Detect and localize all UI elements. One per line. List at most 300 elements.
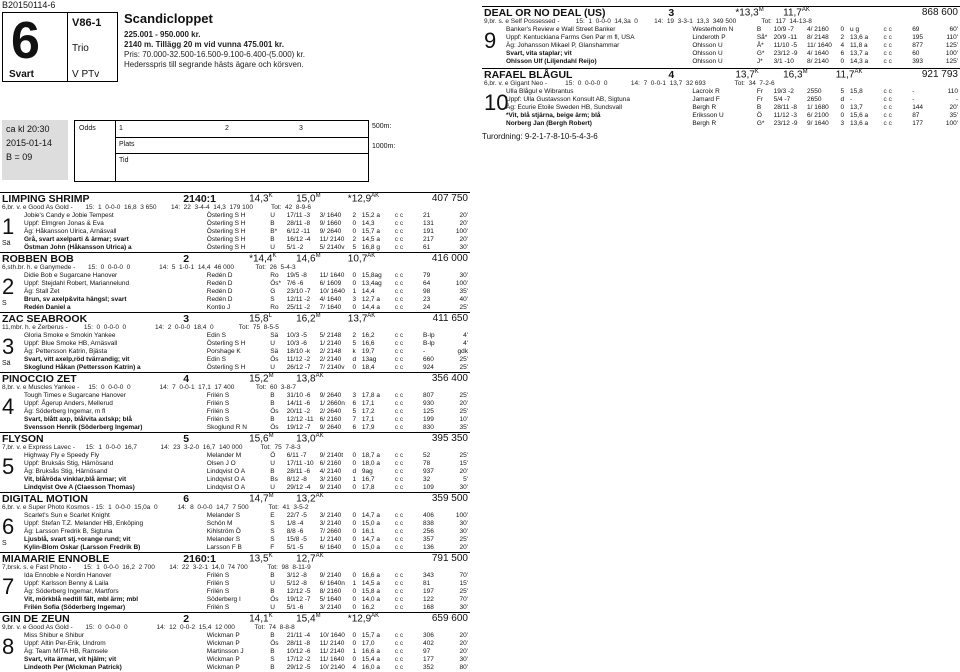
form-prize: 20' bbox=[459, 212, 468, 219]
form-line bbox=[0, 280, 470, 288]
form-date: 3/1 -10 bbox=[773, 58, 794, 65]
form-date: 20/11 -2 bbox=[286, 408, 311, 415]
form-place: 6 bbox=[840, 50, 845, 57]
form-km: 14,7 a bbox=[361, 512, 380, 519]
form-trainer: Österling S H bbox=[206, 236, 246, 243]
form-odds: 109 bbox=[423, 484, 434, 491]
horse-record-suffix: M bbox=[315, 313, 321, 319]
form-line-text: Äg: Team MITA HB, Ramsele bbox=[24, 648, 108, 655]
form-km: 17,1 bbox=[361, 400, 375, 407]
odds-tid-label: Tid bbox=[119, 157, 129, 164]
form-km: 15,7 a bbox=[361, 228, 380, 235]
shoe-icon: c c bbox=[394, 228, 404, 235]
form-trainer: Österling S H bbox=[206, 220, 246, 227]
form-track: S bbox=[270, 296, 275, 303]
horse-record-time: 15,0 bbox=[296, 193, 316, 205]
form-line-text: Didie Bob e Sugarcane Hanover bbox=[24, 272, 118, 279]
horse-earnings: 395 350 bbox=[431, 433, 468, 444]
form-place: 0 bbox=[352, 364, 357, 371]
form-odds: 937 bbox=[423, 468, 434, 475]
shoe-icon: c c bbox=[394, 656, 404, 663]
horse-record bbox=[296, 253, 320, 264]
form-line bbox=[0, 572, 470, 580]
horse-header bbox=[0, 312, 470, 324]
form-trainer: Larsson F B bbox=[206, 544, 242, 551]
form-track: B bbox=[756, 26, 762, 33]
form-track: B bbox=[270, 392, 275, 399]
form-odds: 357 bbox=[423, 536, 434, 543]
horse-record-suffix: AK bbox=[315, 553, 324, 559]
form-odds: 122 bbox=[423, 596, 434, 603]
form-track: B bbox=[270, 236, 275, 243]
form-line bbox=[0, 596, 470, 604]
form-date: 3/12 -8 bbox=[286, 572, 307, 579]
horse-post: 6 bbox=[183, 493, 190, 505]
form-trainer: Wickman P bbox=[206, 632, 240, 639]
form-km: 13,6 a bbox=[850, 120, 869, 127]
form-track: B bbox=[270, 416, 275, 423]
form-km: 14,4 a bbox=[361, 304, 380, 311]
form-line bbox=[0, 228, 470, 236]
form-odds: 125 bbox=[423, 408, 434, 415]
form-prize: 125' bbox=[945, 58, 958, 65]
form-line-text: Redén Daniel a bbox=[24, 304, 71, 311]
form-date: 8/8 -6 bbox=[286, 528, 304, 535]
form-date: 25/11 -2 bbox=[286, 304, 311, 311]
horse-record-suffix: L bbox=[268, 313, 272, 319]
horse-record-suffix: AK bbox=[315, 373, 324, 379]
form-place: 0 bbox=[352, 572, 357, 579]
horse-earnings: 407 750 bbox=[431, 193, 468, 204]
form-track: Ös bbox=[270, 408, 279, 415]
form-line-text: Highway Fly e Speedy Fly bbox=[24, 452, 100, 459]
form-date: 6/12 -11 bbox=[286, 228, 311, 235]
form-track: U bbox=[270, 580, 275, 587]
form-date: 5/4 -7 bbox=[773, 96, 791, 103]
horse-record-suffix: AK bbox=[371, 193, 380, 199]
form-prize: 35' bbox=[949, 112, 958, 119]
form-trainer: Österling S H bbox=[206, 244, 246, 251]
form-track: B bbox=[270, 220, 275, 227]
horse-record bbox=[348, 193, 379, 204]
shoe-icon: c c bbox=[394, 596, 404, 603]
form-line-text: Scarlet's Sun e Scarlet Knight bbox=[24, 512, 110, 519]
form-odds: 81 bbox=[423, 580, 431, 587]
horse-record bbox=[249, 613, 272, 624]
horse-info: 7,br. v. e Express Lavec - 15: 1 0-0-0 16,7 14: 23 3-2-0 16,7 140 000 Tot: 75 7-8-3 bbox=[2, 444, 301, 451]
form-place: k bbox=[352, 348, 356, 355]
form-odds: B-lp bbox=[423, 332, 435, 339]
form-line bbox=[0, 664, 470, 672]
doc-code: B20150114-6 bbox=[2, 0, 56, 10]
form-date: 17/11 -10 bbox=[286, 460, 314, 467]
horse-entry bbox=[0, 312, 470, 372]
form-km: 15,8ag bbox=[361, 272, 382, 279]
form-km: 13,6 a bbox=[850, 34, 869, 41]
form-race: 3/ 2140 bbox=[319, 520, 342, 527]
race-vptv: V PTv bbox=[72, 69, 100, 80]
form-km: 12,7 a bbox=[361, 296, 380, 303]
shoe-icon: c c bbox=[394, 212, 404, 219]
form-km: u g bbox=[850, 26, 860, 33]
form-km: 19,7 bbox=[361, 348, 375, 355]
form-line bbox=[0, 648, 470, 656]
form-prize: - bbox=[955, 96, 958, 103]
form-place: 0 bbox=[352, 596, 357, 603]
form-place: 7 bbox=[352, 416, 357, 423]
form-date: 19/12 -7 bbox=[286, 596, 311, 603]
form-prize: 80' bbox=[459, 664, 468, 671]
horse-record bbox=[348, 253, 375, 264]
form-date: 15/8 -5 bbox=[286, 536, 307, 543]
form-odds: 168 bbox=[423, 604, 434, 611]
shoe-icon: c c bbox=[883, 96, 892, 103]
form-race: 4/ 2140 bbox=[319, 468, 342, 475]
form-line bbox=[0, 468, 470, 476]
shoe-icon: c c bbox=[394, 528, 404, 535]
form-trainer: Melander M bbox=[206, 452, 242, 459]
form-race: 9/ 2640 bbox=[319, 392, 342, 399]
horse-entry bbox=[482, 6, 960, 66]
form-track: U bbox=[270, 604, 275, 611]
form-line bbox=[482, 112, 960, 120]
race-number: 6 bbox=[11, 12, 40, 70]
horse-record-time: 13,7 bbox=[347, 313, 368, 325]
form-place: 0 bbox=[840, 104, 845, 111]
form-race: 11/ 1640 bbox=[807, 42, 832, 49]
form-prize: gdk bbox=[457, 348, 468, 355]
form-place: 0 bbox=[352, 528, 357, 535]
form-prize: 20' bbox=[459, 632, 468, 639]
form-prize: 30' bbox=[459, 520, 468, 527]
form-trainer: Frilén S bbox=[206, 416, 230, 423]
horse-record-suffix: K bbox=[754, 69, 759, 75]
shoe-icon: c c bbox=[394, 520, 404, 527]
horse-record-time: 14,6 bbox=[296, 253, 316, 265]
form-track: B bbox=[270, 664, 275, 671]
form-prize: 10' bbox=[459, 416, 468, 423]
form-trainer: Frilén S bbox=[206, 392, 230, 399]
form-line-text: Vit, blå/röda vinklar,blå ärmar; vit bbox=[24, 476, 127, 483]
form-place: 0 bbox=[352, 544, 357, 551]
form-race: 11/ 1640 bbox=[319, 656, 345, 663]
shoe-icon: c c bbox=[394, 392, 404, 399]
form-track: B bbox=[756, 104, 762, 111]
form-trainer: Frilén S bbox=[206, 400, 230, 407]
form-line bbox=[0, 632, 470, 640]
form-odds: B-lp bbox=[423, 340, 435, 347]
shoe-icon: c c bbox=[394, 424, 404, 431]
horse-record-suffix: M bbox=[268, 373, 274, 379]
form-prize: 25' bbox=[459, 304, 468, 311]
form-race: 6/ 1609 bbox=[319, 280, 342, 287]
form-line-text: Äg: Johansson Mikael P, Glanshammar bbox=[506, 42, 620, 49]
form-km: 14,0 a bbox=[361, 596, 380, 603]
horse-record bbox=[783, 7, 810, 18]
form-line bbox=[482, 96, 960, 104]
form-line bbox=[0, 588, 470, 596]
horse-name: LIMPING SHRIMP bbox=[2, 193, 90, 205]
form-odds: 191 bbox=[423, 228, 434, 235]
form-prize: 40' bbox=[459, 296, 468, 303]
race-svart: Svart bbox=[9, 69, 35, 80]
horse-post: 4 bbox=[183, 373, 190, 385]
form-line-text: Äg: Ecurie Etoile Sweden HB, Sundsvall bbox=[506, 104, 622, 111]
form-prize: 30' bbox=[459, 656, 468, 663]
form-km: 16,7 bbox=[361, 476, 375, 483]
form-km: 18,4 bbox=[361, 364, 375, 371]
horse-info: 9,br. v. e Good As Gold - 15: 0 0-0-0 0 14: 12 0-0-2 15,4 12 000 Tot: 74 8-8-8 bbox=[2, 624, 295, 631]
form-line-text: Östman John (Håkansson Ulrica) a bbox=[24, 244, 132, 251]
form-place: 0 bbox=[352, 536, 357, 543]
form-race: 7/ 1640 bbox=[319, 304, 342, 311]
horse-record-suffix: M bbox=[268, 433, 274, 439]
form-odds: 195 bbox=[912, 34, 924, 41]
form-track: G bbox=[270, 288, 276, 295]
horse-start-number: 1 bbox=[2, 214, 15, 239]
form-line bbox=[482, 120, 960, 128]
form-trainer: Wickman P bbox=[206, 656, 240, 663]
form-trainer: Edin S bbox=[206, 356, 226, 363]
horse-record-time: 14,7 bbox=[249, 493, 269, 505]
form-line bbox=[0, 340, 470, 348]
form-odds: 406 bbox=[423, 512, 434, 519]
shoe-icon: c c bbox=[883, 58, 892, 65]
horse-record-time: *12,9 bbox=[347, 193, 372, 205]
horse-status: Sä bbox=[2, 360, 11, 367]
form-line-text: Äg: Larsson Fredrik B, Sigtuna bbox=[24, 528, 113, 535]
horse-record bbox=[296, 613, 320, 624]
form-prize: 25' bbox=[459, 536, 468, 543]
form-trainer: Linderoth P bbox=[692, 34, 726, 41]
form-trainer: Melander S bbox=[206, 512, 241, 519]
shoe-icon: c c bbox=[883, 104, 892, 111]
form-odds: 306 bbox=[423, 632, 434, 639]
form-km: 17,0 bbox=[361, 640, 375, 647]
form-race: 6/ 1640n bbox=[319, 580, 345, 587]
form-date: 28/11 -8 bbox=[773, 104, 797, 111]
form-km: 16,6 a bbox=[361, 572, 380, 579]
form-odds: 69 bbox=[912, 26, 920, 33]
form-km: 13,7 bbox=[850, 104, 863, 111]
shoe-icon: c c bbox=[394, 408, 404, 415]
form-line bbox=[0, 392, 470, 400]
form-line bbox=[0, 304, 470, 312]
form-line bbox=[482, 50, 960, 58]
horse-record bbox=[249, 373, 273, 384]
form-track: U bbox=[270, 244, 275, 251]
form-prize: 35' bbox=[459, 424, 468, 431]
form-line-text: Skoglund Håkan (Pettersson Katrin) a bbox=[24, 364, 141, 371]
form-line bbox=[0, 348, 470, 356]
form-trainer: Lacroix R bbox=[692, 88, 720, 95]
form-place: 0 bbox=[352, 228, 357, 235]
horse-record-time: *13,3 bbox=[735, 7, 759, 19]
form-odds: 177 bbox=[423, 656, 434, 663]
horse-header bbox=[0, 372, 470, 384]
form-trainer: Frilén S bbox=[206, 588, 230, 595]
form-place: 0 bbox=[352, 656, 357, 663]
horse-status: S bbox=[2, 300, 7, 307]
form-date: 12/12 -11 bbox=[286, 416, 314, 423]
turordning: Turordning: 9-2-1-7-8-10-5-4-3-6 bbox=[482, 132, 598, 141]
form-km: 16,2 bbox=[361, 604, 375, 611]
form-odds: 64 bbox=[423, 280, 431, 287]
form-km: 16,2 bbox=[361, 332, 375, 339]
form-track: U bbox=[270, 340, 275, 347]
form-race: 6/ 2100 bbox=[807, 112, 829, 119]
horse-record bbox=[296, 433, 323, 444]
form-km: 14,5 a bbox=[361, 580, 380, 587]
form-date: 10/12 -6 bbox=[286, 648, 311, 655]
horse-record-time: 13,8 bbox=[296, 373, 316, 385]
form-odds: 393 bbox=[912, 58, 924, 65]
race-date: 2015-01-14 bbox=[6, 138, 53, 148]
form-race: 9/ 2640 bbox=[319, 228, 342, 235]
horse-entry bbox=[0, 372, 470, 432]
shoe-icon: c c bbox=[394, 236, 404, 243]
horse-record bbox=[249, 553, 272, 564]
form-prize: 25' bbox=[459, 452, 468, 459]
horse-entry bbox=[0, 612, 470, 672]
horse-record-time: 16,3 bbox=[783, 69, 803, 81]
horse-record-suffix: AK bbox=[315, 433, 324, 439]
form-odds: 61 bbox=[423, 244, 431, 251]
form-date: 28/11 -8 bbox=[286, 640, 311, 647]
shoe-icon: c c bbox=[394, 288, 404, 295]
form-line-text: Lindqvist Ove A (Claesson Thomas) bbox=[24, 484, 135, 491]
form-odds: - bbox=[912, 88, 915, 95]
form-track: Ös bbox=[270, 424, 279, 431]
form-date: 19/12 -7 bbox=[286, 424, 311, 431]
horse-record bbox=[249, 433, 273, 444]
form-line-text: Kylin-Blom Oskar (Larsson Fredrik B) bbox=[24, 544, 141, 551]
horse-header bbox=[0, 432, 470, 444]
form-km: 14,3 a bbox=[850, 58, 869, 65]
horse-post: 2 bbox=[183, 253, 190, 265]
shoe-icon: c c bbox=[394, 340, 404, 347]
form-race: 11/ 2140 bbox=[319, 648, 345, 655]
form-prize: 30' bbox=[459, 604, 468, 611]
form-date: 23/12 -9 bbox=[773, 50, 798, 57]
race-line: Pris: 70.000-32.500-16.500-9.100-6.400-(5.000) kr. bbox=[124, 50, 306, 59]
form-date: 10/9 -7 bbox=[773, 26, 794, 33]
form-prize: 25' bbox=[459, 356, 468, 363]
shoe-icon: c c bbox=[394, 664, 404, 671]
form-line-text: Jobie's Candy e Jobie Tempest bbox=[24, 212, 114, 219]
form-km: 17,8 bbox=[361, 484, 375, 491]
odds-col-divider bbox=[115, 121, 116, 181]
form-place: 6 bbox=[352, 424, 357, 431]
form-track: Bs bbox=[270, 476, 278, 483]
horse-record-time: 12,7 bbox=[296, 553, 316, 565]
form-track: F bbox=[270, 544, 275, 551]
form-prize: 20' bbox=[459, 640, 468, 647]
shoe-icon: c c bbox=[394, 304, 404, 311]
race-line: 2140 m. Tillägg 20 m vid vunna 475.001 kr. bbox=[124, 40, 284, 49]
form-line bbox=[0, 656, 470, 664]
form-odds: 79 bbox=[423, 272, 431, 279]
horse-name: FLYSON bbox=[2, 433, 44, 445]
form-race: 1/ 1680 bbox=[807, 104, 829, 111]
horse-post: 2 bbox=[183, 613, 190, 625]
form-place: 0 bbox=[352, 640, 357, 647]
form-line-text: *Vit, blå stjärna, beige ärm; blå bbox=[506, 112, 601, 119]
horse-record bbox=[249, 493, 273, 504]
form-place: 3 bbox=[352, 296, 357, 303]
form-trainer: Ohlsson U bbox=[692, 58, 723, 65]
form-prize: 20' bbox=[459, 648, 468, 655]
form-trainer: Jamard F bbox=[692, 96, 720, 103]
horse-header bbox=[0, 252, 470, 264]
horse-info: 9,br. s. e Self Possessed - 15: 1 0-0-0 14,3a 0 14: 19 3-3-1 13,3 349 500 Tot: 117 14-13-8 bbox=[484, 18, 812, 25]
form-date: 19/5 -8 bbox=[286, 272, 307, 279]
form-line bbox=[482, 42, 960, 50]
horse-record-suffix: AK bbox=[315, 493, 324, 499]
form-race: 3/ 1640 bbox=[319, 212, 342, 219]
horse-record-time: *12,9 bbox=[347, 613, 372, 625]
horse-record bbox=[783, 69, 807, 80]
form-prize: 20' bbox=[459, 544, 468, 551]
horse-earnings: 868 600 bbox=[921, 7, 958, 18]
form-odds: 177 bbox=[912, 120, 924, 127]
form-race: 9/ 2140t bbox=[319, 452, 344, 459]
form-trainer: Ohlsson U bbox=[692, 50, 723, 57]
form-trainer: Bergh R bbox=[692, 120, 717, 127]
form-race: 3/ 2140 bbox=[319, 604, 342, 611]
form-race: 2550 bbox=[807, 88, 822, 95]
horse-earnings: 921 793 bbox=[921, 69, 958, 80]
form-line bbox=[0, 236, 470, 244]
horse-record bbox=[296, 313, 320, 324]
form-place: 0 bbox=[352, 520, 357, 527]
form-km: 14,5 a bbox=[361, 236, 380, 243]
odds-label: Odds bbox=[79, 125, 96, 132]
odds-c1: 1 bbox=[119, 125, 123, 132]
form-place: 1 bbox=[352, 580, 357, 587]
form-race: 7/ 2660 bbox=[319, 528, 342, 535]
form-line bbox=[0, 296, 470, 304]
shoe-icon: c c bbox=[394, 484, 404, 491]
form-date: 22/7 -5 bbox=[286, 512, 307, 519]
form-place: 2 bbox=[840, 34, 845, 41]
horse-record-suffix: K bbox=[268, 613, 273, 619]
form-race: 8/ 2148 bbox=[807, 34, 829, 41]
form-date: 14/11 -6 bbox=[286, 400, 311, 407]
form-track: Sä bbox=[270, 332, 279, 339]
form-race: 10/ 1640 bbox=[319, 288, 345, 295]
form-place: 0 bbox=[840, 26, 845, 33]
form-prize: 25' bbox=[459, 588, 468, 595]
form-line bbox=[0, 520, 470, 528]
form-race: 9/ 2640 bbox=[319, 424, 342, 431]
form-race: 11/ 2140 bbox=[319, 640, 345, 647]
form-line-text: Uppf: Stefan T.Z. Melander HB, Enköping bbox=[24, 520, 144, 527]
form-km: 18,0 a bbox=[361, 460, 380, 467]
horse-record-suffix: M bbox=[268, 493, 274, 499]
form-track: S bbox=[270, 536, 275, 543]
horse-record-time: 14,1 bbox=[249, 613, 269, 625]
form-trainer: Skoglund R N bbox=[206, 424, 247, 431]
horse-start-number: 10 bbox=[484, 90, 509, 115]
horse-record-time: 11,7 bbox=[835, 69, 855, 81]
form-odds: 924 bbox=[423, 364, 434, 371]
form-odds: 930 bbox=[423, 400, 434, 407]
form-line bbox=[0, 528, 470, 536]
form-prize: 110 bbox=[947, 88, 958, 95]
horse-start-number: 5 bbox=[2, 454, 15, 479]
form-line-text: Uppf: Ulla Gustavsson Konsult AB, Sigtuna bbox=[506, 96, 630, 103]
